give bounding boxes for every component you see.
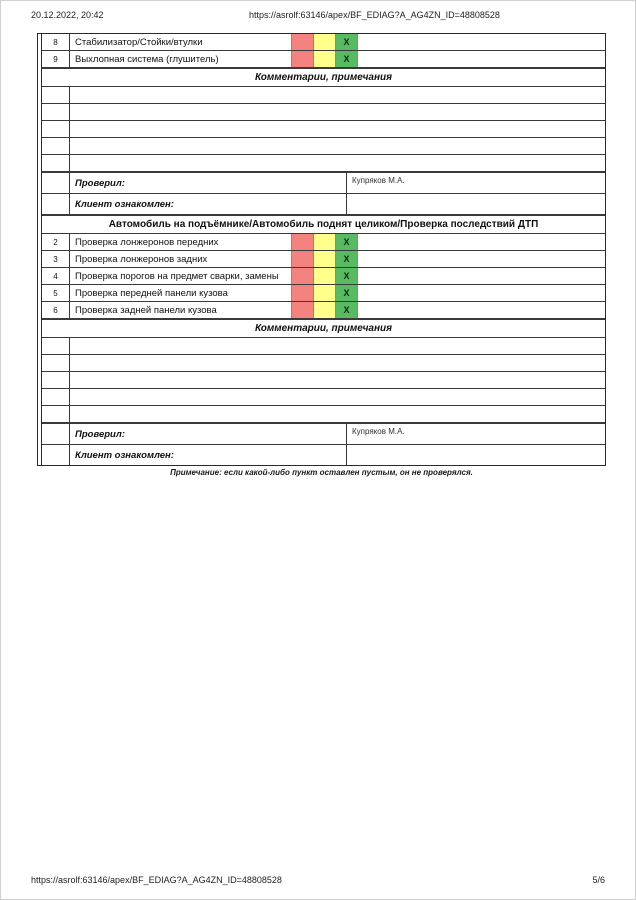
status-cell-yellow — [314, 234, 336, 250]
comment-row-text-cell — [70, 87, 605, 103]
comment-row-text-cell — [70, 406, 605, 422]
signoff-label: Клиент ознакомлен: — [70, 194, 347, 214]
status-cell-green: X — [336, 251, 358, 267]
signoff-number-cell — [42, 173, 70, 193]
signoff-label: Проверил: — [70, 424, 347, 444]
comment-row-text-cell — [70, 138, 605, 154]
signoff-number-cell — [42, 445, 70, 465]
signoff-row — [42, 445, 605, 465]
signoff-number-cell — [42, 424, 70, 444]
status-cell-yellow — [314, 285, 336, 301]
row-number: 9 — [42, 51, 70, 67]
signoff-row — [42, 194, 605, 215]
status-cell-red — [292, 268, 314, 284]
comment-row-number-cell — [42, 372, 70, 388]
comment-row-number-cell — [42, 121, 70, 137]
comments-header: Комментарии, примечания — [42, 68, 605, 87]
status-cell-green: X — [336, 34, 358, 50]
checklist-row — [42, 302, 605, 319]
print-header-url: https://asrolf:63146/apex/BF_EDIAG?A_AG4ZN_ID=48808528 — [249, 10, 500, 20]
comment-row — [42, 155, 605, 172]
comment-row-number-cell — [42, 87, 70, 103]
signoff-label: Проверил: — [70, 173, 347, 193]
comment-row-text-cell — [70, 338, 605, 354]
row-label: Проверка задней панели кузова — [70, 302, 292, 318]
signoff-number-cell — [42, 194, 70, 214]
status-cell-red — [292, 34, 314, 50]
checklist-row — [42, 251, 605, 268]
signoff-value — [347, 445, 605, 465]
checklist-row — [42, 285, 605, 302]
checklist-table — [41, 34, 605, 465]
status-cell-red — [292, 302, 314, 318]
status-cell-yellow — [314, 302, 336, 318]
row-number: 4 — [42, 268, 70, 284]
row-spacer — [358, 234, 605, 250]
row-spacer — [358, 302, 605, 318]
comment-row — [42, 355, 605, 372]
row-number: 8 — [42, 34, 70, 50]
comment-row-number-cell — [42, 104, 70, 120]
row-label: Проверка лонжеронов задних — [70, 251, 292, 267]
comments-header: Комментарии, примечания — [42, 319, 605, 338]
row-label: Проверка порогов на предмет сварки, замены — [70, 268, 292, 284]
status-cell-green: X — [336, 302, 358, 318]
status-cell-green: X — [336, 51, 358, 67]
row-label: Выхлопная система (глушитель) — [70, 51, 292, 67]
row-spacer — [358, 285, 605, 301]
row-spacer — [358, 51, 605, 67]
signoff-label: Клиент ознакомлен: — [70, 445, 347, 465]
checklist-row — [42, 234, 605, 251]
print-datetime: 20.12.2022, 20:42 — [31, 10, 104, 20]
status-cell-yellow — [314, 51, 336, 67]
status-cell-red — [292, 251, 314, 267]
comment-row-number-cell — [42, 155, 70, 171]
comment-row-number-cell — [42, 389, 70, 405]
comment-row-text-cell — [70, 355, 605, 371]
status-cell-green: X — [336, 234, 358, 250]
comment-row — [42, 138, 605, 155]
comment-row-text-cell — [70, 104, 605, 120]
signoff-value — [347, 194, 605, 214]
comment-row-number-cell — [42, 406, 70, 422]
row-number: 6 — [42, 302, 70, 318]
status-cell-green: X — [336, 285, 358, 301]
print-footer-url: https://asrolf:63146/apex/BF_EDIAG?A_AG4ZN_ID=48808528 — [31, 875, 282, 885]
inspection-document — [37, 33, 606, 477]
status-cell-yellow — [314, 251, 336, 267]
row-label: Стабилизатор/Стойки/втулки — [70, 34, 292, 50]
status-cell-green: X — [336, 268, 358, 284]
signoff-row — [42, 423, 605, 445]
comment-row — [42, 389, 605, 406]
comment-row-text-cell — [70, 121, 605, 137]
section-title: Автомобиль на подъёмнике/Автомобиль поднят целиком/Проверка последствий ДТП — [42, 215, 605, 234]
status-cell-red — [292, 51, 314, 67]
footnote: Примечание: если какой-либо пункт оставлен пустым, он не проверялся. — [170, 468, 473, 477]
comment-row — [42, 372, 605, 389]
comment-row — [42, 87, 605, 104]
comment-row-number-cell — [42, 355, 70, 371]
row-number: 2 — [42, 234, 70, 250]
signoff-value: Купряков М.А. — [352, 176, 405, 185]
row-spacer — [358, 268, 605, 284]
comment-row-text-cell — [70, 389, 605, 405]
row-label: Проверка лонжеронов передних — [70, 234, 292, 250]
row-spacer — [358, 34, 605, 50]
signoff-value: Купряков М.А. — [352, 427, 405, 436]
comment-row — [42, 338, 605, 355]
comment-row — [42, 121, 605, 138]
checklist-row — [42, 268, 605, 285]
comment-row — [42, 406, 605, 423]
row-label: Проверка передней панели кузова — [70, 285, 292, 301]
checklist-table-frame — [37, 33, 606, 466]
status-cell-red — [292, 285, 314, 301]
signoff-row — [42, 172, 605, 194]
comment-row — [42, 104, 605, 121]
checklist-row — [42, 51, 605, 68]
status-cell-red — [292, 234, 314, 250]
row-spacer — [358, 251, 605, 267]
status-cell-yellow — [314, 268, 336, 284]
comment-row-text-cell — [70, 372, 605, 388]
row-number: 3 — [42, 251, 70, 267]
page-number: 5/6 — [592, 875, 605, 885]
comment-row-number-cell — [42, 138, 70, 154]
status-cell-yellow — [314, 34, 336, 50]
checklist-row — [42, 34, 605, 51]
comment-row-text-cell — [70, 155, 605, 171]
row-number: 5 — [42, 285, 70, 301]
comment-row-number-cell — [42, 338, 70, 354]
